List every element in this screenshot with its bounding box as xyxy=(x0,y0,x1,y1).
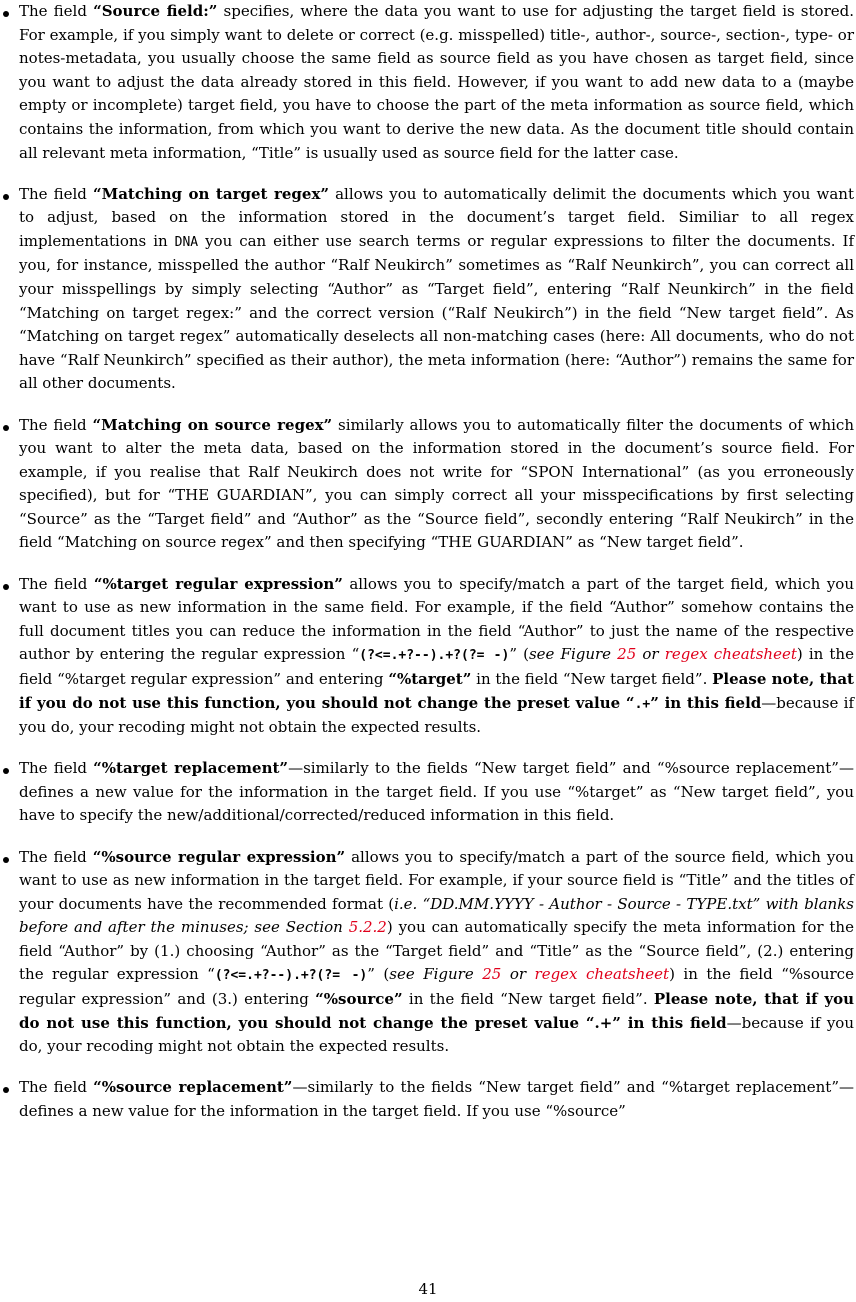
list-item-source-regular-expression xyxy=(0,846,856,1059)
list-item-matching-target-regex xyxy=(0,183,856,396)
text: in the field “New target field”. xyxy=(402,990,654,1009)
text: ) in the field “%target regular expression” and entering xyxy=(19,645,854,688)
text: The field xyxy=(19,1078,94,1097)
term-source-replacement: “%source replacement” xyxy=(93,1078,293,1097)
text: The field xyxy=(19,415,93,434)
list-item-source-field xyxy=(0,0,856,165)
term-target: “%target” xyxy=(388,669,472,688)
italic-text: i.e. “DD.MM.YYYY - Author - Source - TYPE.txt” with blanks before and after the minuses; see Section xyxy=(19,894,854,937)
bullet-icon xyxy=(3,194,9,200)
bullet-icon xyxy=(3,425,9,431)
text: —similarly to the fields “New target field” and “%target replacement”—defines a new value for the information in the target field. If you use “%source” xyxy=(19,1078,854,1120)
text: ) in the field “%source regular expression” and (3.) entering xyxy=(19,965,854,1009)
text: The field xyxy=(19,759,94,778)
bullet-icon xyxy=(3,11,9,17)
list-item-target-regular-expression xyxy=(0,573,856,740)
regex-cheatsheet-link[interactable]: regex cheatsheet xyxy=(534,965,670,984)
italic-text: see Figure xyxy=(389,965,483,984)
regex-code: (?<=.+?--).+?(?= -) xyxy=(214,968,368,984)
italic-text: or xyxy=(636,645,665,664)
text: ) you can automatically specify the meta information for the field “Author” by (1.) choosing “Author” as the “Target field” and “Title” as the “Source field”, (2.) entering the regular expression “ xyxy=(19,918,854,984)
term-source-field: “Source field:” xyxy=(93,2,218,20)
bullet-icon xyxy=(3,584,9,590)
text: in the field “New target field”. xyxy=(471,669,713,688)
text: The field xyxy=(19,847,93,866)
section-link[interactable]: 5.2.2 xyxy=(348,918,387,937)
italic-text: see Figure xyxy=(528,645,618,664)
text: The field xyxy=(19,184,93,203)
text: —because if you do, your recoding might not obtain the expected results. xyxy=(19,1013,855,1056)
figure-link[interactable]: 25 xyxy=(617,645,637,664)
page-number: 41 xyxy=(418,1280,438,1298)
term-target-replacement: “%target replacement” xyxy=(93,759,289,778)
text: —because if you do, your recoding might not obtain the expected results. xyxy=(19,693,854,737)
regex-cheatsheet-link[interactable]: regex cheatsheet xyxy=(664,645,797,664)
text: allows you to specify/match a part of the target field, which you want to use as new information in the same field. For example, if the field “Author” somehow contains the full document titles you can reduce the information in the field “Author” to just the name of the respective author by entering the regular expression “ xyxy=(19,574,854,664)
list-item-source-replacement xyxy=(0,1076,856,1123)
text: specifies, where the data you want to use for adjusting the target field is stored. For example, if you simply want to delete or correct (e.g. misspelled) title-, author-, source-, section-, type- or notes-metadata, you usually choose the same field as source field as you have chosen as target field, since you want to adjust the data already stored in this field. However, if you want to add new data to a (maybe empty or incomplete) target field, you have to choose the part of the meta information as source field, which contains the information, from which you want to derive the new data. As the document title should contain all relevant meta information, “Title” is usually used as source field for the latter case. xyxy=(19,2,854,162)
term-source-regular-expression: “%source regular expression” xyxy=(92,847,346,866)
warning-text: Please note, that if you do not use this function, you should not change the preset value “ xyxy=(19,669,854,712)
list-item-target-replacement xyxy=(0,757,856,828)
bullet-icon xyxy=(3,857,9,863)
text: ” ( xyxy=(509,645,529,664)
preset-value-code: .+ xyxy=(634,696,651,712)
regex-code: (?<=.+?--).+?(?= -) xyxy=(359,648,510,664)
term-source: “%source” xyxy=(315,990,403,1009)
text: allows you to specify/match a part of the source field, which you want to use as new information in the target field. For example, if your source field is “Title” and the titles of your documents have the recommended format ( xyxy=(19,847,854,913)
term-matching-target-regex: “Matching on target regex” xyxy=(92,184,330,203)
text: you can either use search terms or regular expressions to filter the documents. If you, for instance, misspelled the author “Ralf Neukirch” sometimes as “Ralf Neunkirch”, you can correct all your misspellings by simply selecting “Author” as “Target field”, entering “Ralf Neunkirch” in the field “Matching on target regex:” and the correct version (“Ralf Neukirch”) in the field “New target field”. As “Matching on target regex” automatically deselects all non-matching cases (here: All documents, who do not have “Ralf Neunkirch” specified as their author), the meta information (here: “Author”) remains the same for all other documents. xyxy=(19,231,854,393)
list-item-matching-source-regex xyxy=(0,414,856,556)
text: similarly allows you to automatically filter the documents of which you want to alter the meta data, based on the information stored in the document’s source field. For example, if you realise that Ralf Neukirch does not write for “SPON International” (as you erroneously specified), but for “THE GUARDIAN”, you can simply correct all your misspecifications by first selecting “Source” as the “Target field” and “Author” as the “Source field”, secondly entering “Ralf Neukirch” in the field “Matching on source regex” and then specifying “THE GUARDIAN” as “New target field”. xyxy=(19,415,854,552)
text: The field xyxy=(19,574,94,593)
figure-link[interactable]: 25 xyxy=(482,965,502,984)
text: ” ( xyxy=(367,965,390,984)
warning-text: Please note, that if you do not use this function, you should not change the preset value “.+” in this field xyxy=(19,990,854,1032)
term-target-regular-expression: “%target regular expression” xyxy=(93,574,343,593)
text: The field xyxy=(19,2,94,20)
term-matching-source-regex: “Matching on source regex” xyxy=(92,415,333,434)
software-name: DNA xyxy=(174,234,199,250)
bullet-icon xyxy=(3,768,9,774)
italic-text: or xyxy=(501,965,535,984)
text: allows you to automatically delimit the documents which you want to adjust, based on the information stored in the document’s target field. Similiar to all regex implementations in xyxy=(19,184,854,250)
warning-text: ” in this field xyxy=(650,693,762,712)
text: —similarly to the fields “New target field” and “%source replacement”—defines a new value for the information in the target field. If you use “%target” as “New target field”, you have to specify the new/additional/corrected/reduced information in this field. xyxy=(19,759,854,825)
bullet-icon xyxy=(3,1087,9,1093)
